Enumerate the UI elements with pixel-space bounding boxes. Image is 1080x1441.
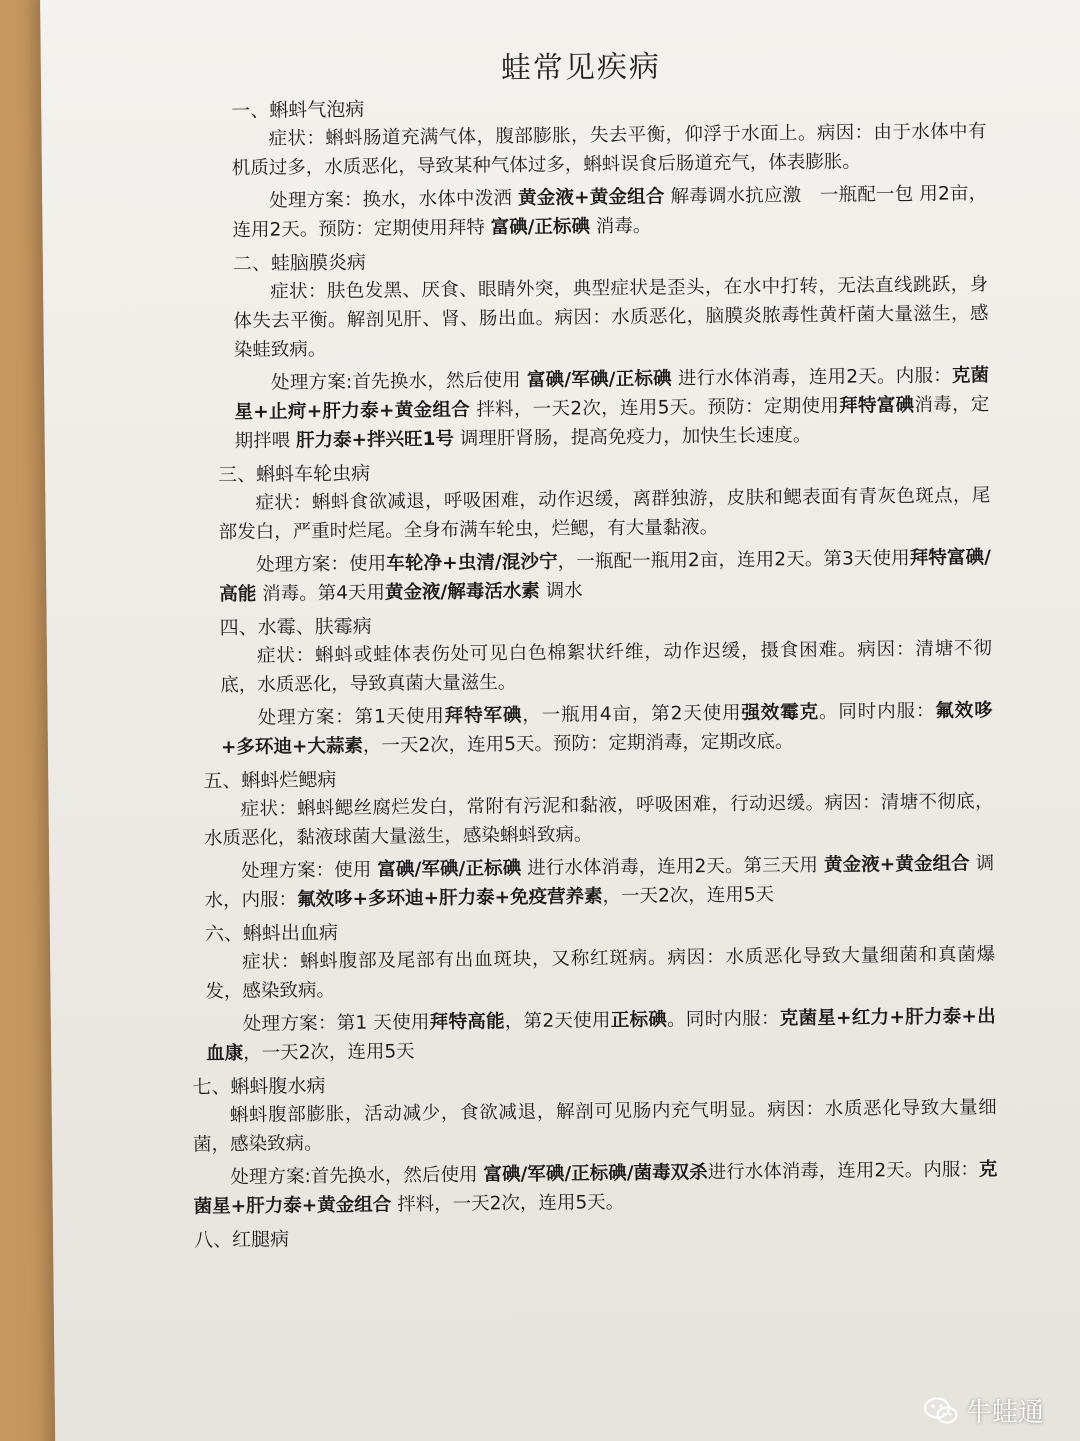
sections-container <box>176 88 998 1252</box>
symptom-paragraph: 症状：蝌蚪肠道充满气体，腹部膨胀，失去平衡，仰浮于水面上。病因：由于水体中有机质过多，水质恶化，导致某种气体过多，蝌蚪误食后肠道充气，体表膨胀。 <box>231 121 987 179</box>
treatment-paragraph <box>234 361 990 456</box>
product-name: 克菌星+红力+肝力泰+出血康 <box>206 1006 996 1065</box>
treatment-text: 处理方案:首先换水，然后使用 <box>271 369 528 394</box>
symptom-paragraph: 症状：蝌蚪腹部及尾部有出血斑块，又称红斑病。病因：水质恶化导致大量细菌和真菌爆发，感染致病。 <box>205 944 996 1003</box>
treatment-text: 。同时内服： <box>818 700 936 723</box>
treatment-text: 消毒，定期拌喂 <box>234 394 990 452</box>
product-name: 富碘/军碘/正标碘 <box>526 368 672 391</box>
symptom-paragraph: 症状：蝌蚪食欲减退，呼吸困难，动作迟缓，离群独游，皮肤和鳃表面有青灰色斑点，尾部发白，严重时烂尾。全身布满车轮虫，烂鳃，有大量黏液。 <box>218 485 991 544</box>
section-5 <box>183 758 995 915</box>
symptom-paragraph: 蝌蚪腹部膨胀，活动减少，食欲减退，解剖可见肠内充气明显。病因：水质恶化导致大量细菌，感染致病。 <box>192 1097 997 1156</box>
section-heading: 三、蝌蚪车轮虫病 <box>217 462 371 487</box>
section-4 <box>182 605 994 762</box>
product-name: 拜特富碘 <box>839 394 915 417</box>
treatment-text: 处理方案：第1 天使用 <box>242 1011 430 1035</box>
paper-sheet <box>40 0 1080 1441</box>
treatment-text: 拌料，一天2次，连用5天。预防：定期使用 <box>469 395 840 421</box>
product-name: 黄金液/解毒活水素 <box>384 580 540 604</box>
product-name: 拜特军碘 <box>444 704 523 727</box>
treatment-text: 进行水体消毒，连用2天。内服： <box>707 1159 979 1184</box>
treatment-text: ，一天2次，连用5天。预防：定期消毒，定期改底。 <box>362 731 794 757</box>
product-name: 富碘/军碘/正标碘 <box>377 858 522 881</box>
treatment-paragraph <box>219 543 992 609</box>
section-heading: 七、蝌蚪腹水病 <box>192 1075 326 1099</box>
treatment-text: ，第2天使用 <box>504 1010 611 1033</box>
product-name: 强效霉克 <box>741 701 820 724</box>
treatment-paragraph <box>232 179 988 245</box>
treatment-text: 处理方案：换水，水体中泼洒 <box>269 188 519 212</box>
section-3 <box>180 452 992 609</box>
product-name: 拜特富碘/高能 <box>219 547 992 606</box>
section-heading: 五、蝌蚪烂鳃病 <box>203 768 337 793</box>
product-name: 克菌星+肝力泰+黄金组合 <box>193 1159 998 1218</box>
treatment-text: 处理方案：使用 <box>241 859 378 882</box>
treatment-text: 调理肝肾肠，提高免疫力，加快生长速度。 <box>453 424 812 450</box>
symptom-paragraph: 症状：蝌蚪鳃丝腐烂发白，常附有污泥和黏液，呼吸困难，行动迟缓。病因：清塘不彻底，水质恶化，黏液球菌大量滋生，感染蝌蚪致病。 <box>203 791 994 850</box>
symptom-paragraph: 症状：肤色发黑、厌食、眼睛外突，典型症状是歪头，在水中打转，无法直线跳跃，身体失去平衡。解剖见肝、肾、肠出血。病因：水质恶化，脑膜炎脓毒性黄杆菌大量滋生，感染蛙致病。 <box>233 274 989 361</box>
section-1 <box>176 88 988 245</box>
treatment-text: 消毒。 <box>589 215 652 238</box>
section-6 <box>185 911 997 1068</box>
section-7 <box>186 1064 998 1221</box>
treatment-text: ，一瓶配一瓶用2亩，连用2天。第3天使用 <box>557 547 910 573</box>
product-name: 氟效哆+多环迪+肝力泰+免疫营养素 <box>296 886 603 911</box>
product-name: 肝力泰+拌兴旺1号 <box>296 428 455 452</box>
symptom-paragraph: 症状：蝌蚪或蛙体表伤处可见白色棉絮状纤维，动作迟缓，摄食困难。病因：清塘不彻底，水质恶化，导致真菌大量滋生。 <box>220 638 993 697</box>
treatment-text: 进行水体消毒，连用2天。第三天用 <box>521 854 825 880</box>
product-name: 拜特高能 <box>429 1011 505 1033</box>
treatment-text: ，一天2次，连用5天 <box>243 1041 415 1064</box>
treatment-text: 处理方案:首先换水，然后使用 <box>230 1164 484 1189</box>
treatment-text: 调水 <box>539 580 583 602</box>
treatment-text: 解毒调水抗应激 一瓶配一包 用2亩，连用2天。预防：定期使用拜特 <box>232 183 988 241</box>
treatment-text: 处理方案：使用 <box>255 553 387 576</box>
treatment-text: 。同时内服： <box>666 1008 780 1031</box>
treatment-text: 消毒。第4天用 <box>256 582 386 605</box>
treatment-paragraph <box>193 1155 998 1221</box>
product-name: 富碘/正标碘 <box>490 216 591 239</box>
product-name: 克菌星+止疴+肝力泰+黄金组合 <box>234 365 990 423</box>
product-name: 黄金液+黄金组合 <box>517 186 665 210</box>
section-heading: 八、红腿病 <box>193 1228 290 1252</box>
treatment-text: ，一天2次，连用5天 <box>602 884 775 908</box>
product-name: 富碘/军碘/正标碘/菌毒双杀 <box>483 1162 708 1186</box>
treatment-text: 调水，内服： <box>204 853 995 912</box>
document-title: 蛙常见疾病 <box>500 49 662 87</box>
section-heading: 二、蛙脑膜炎病 <box>232 251 367 275</box>
product-name: 正标碘 <box>610 1009 668 1032</box>
treatment-paragraph <box>220 696 993 762</box>
section-heading: 四、水霉、肤霉病 <box>219 615 372 640</box>
watermark-text: 牛蛙通 <box>965 1398 1044 1428</box>
product-name: 黄金液+黄金组合 <box>823 853 970 876</box>
document-body <box>176 38 999 1254</box>
section-heading: 一、蝌蚪气泡病 <box>231 98 365 123</box>
section-heading: 六、蝌蚪出血病 <box>204 921 339 946</box>
treatment-paragraph <box>206 1002 997 1068</box>
treatment-text: 处理方案：第1天使用 <box>257 705 445 729</box>
watermark <box>924 1392 1044 1429</box>
treatment-text: ，一瓶用4亩，第2天使用 <box>522 702 742 726</box>
section-8 <box>188 1217 998 1252</box>
treatment-paragraph <box>204 849 995 915</box>
treatment-text: 拌料，一天2次，连用5天。 <box>391 1191 625 1216</box>
treatment-text: 进行水体消毒，连用2天。内服： <box>671 365 952 390</box>
product-name: 氟效哆+多环迪+大蒜素 <box>220 700 993 759</box>
section-2 <box>178 241 990 456</box>
product-name: 车轮净+虫清/混沙宁 <box>386 551 558 575</box>
wechat-icon <box>924 1397 958 1425</box>
